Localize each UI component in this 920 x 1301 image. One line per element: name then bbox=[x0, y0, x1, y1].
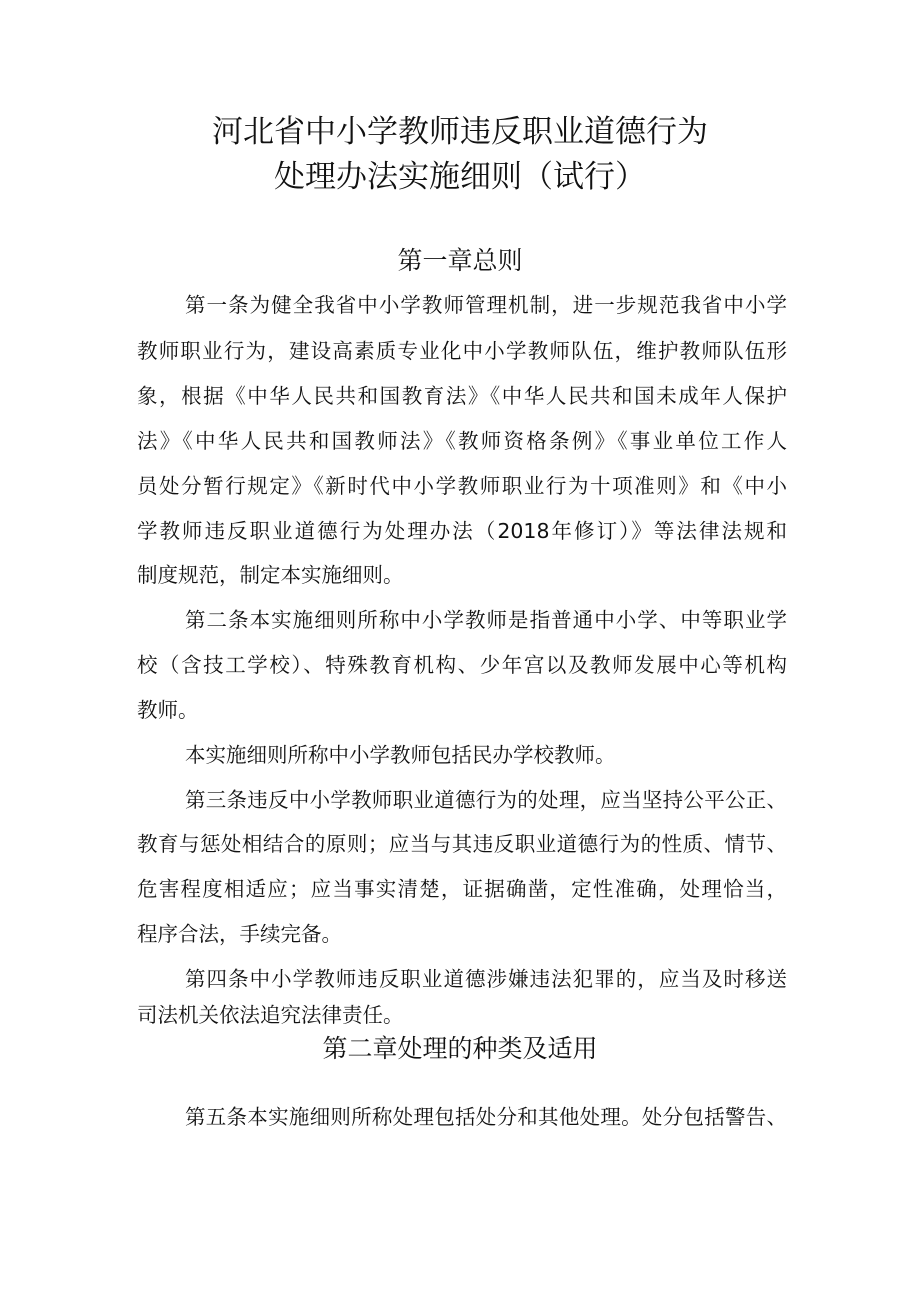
paragraph-line: 员处分暂行规定》《新时代中小学教师职业行为十项准则》和《中小 bbox=[137, 474, 787, 498]
paragraph-line: 程序合法，手续完备。 bbox=[137, 922, 342, 946]
paragraph-line: 法》《中华人民共和国教师法》《教师资格条例》《事业单位工作人 bbox=[137, 429, 787, 453]
paragraph-line: 教育与惩处相结合的原则；应当与其违反职业道德行为的性质、情节、 bbox=[137, 832, 787, 856]
chapter-heading-1: 第一章总则 bbox=[397, 246, 523, 275]
paragraph-line: 第四条中小学教师违反职业道德涉嫌违法犯罪的，应当及时移送 bbox=[185, 967, 787, 991]
paragraph-line: 第一条为健全我省中小学教师管理机制，进一步规范我省中小学 bbox=[185, 293, 787, 317]
paragraph-line: 司法机关依法追究法律责任。 bbox=[137, 1003, 404, 1027]
chapter-heading-2: 第二章处理的种类及适用 bbox=[322, 1034, 598, 1063]
paragraph-line: 象，根据《中华人民共和国教育法》《中华人民共和国未成年人保护 bbox=[137, 384, 787, 408]
paragraph-line: 教师。 bbox=[137, 698, 199, 722]
paragraph-line: 第五条本实施细则所称处理包括处分和其他处理。处分包括警告、 bbox=[185, 1105, 787, 1129]
document-title-line-1: 河北省中小学教师违反职业道德行为 bbox=[212, 114, 708, 150]
paragraph-line: 本实施细则所称中小学教师包括民办学校教师。 bbox=[185, 743, 616, 767]
paragraph-line: 第二条本实施细则所称中小学教师是指普通中小学、中等职业学 bbox=[185, 608, 787, 632]
paragraph-line: 学教师违反职业道德行为处理办法（2018年修订）》等法律法规和 bbox=[137, 519, 787, 543]
document-title-line-2: 处理办法实施细则（试行） bbox=[274, 159, 646, 195]
paragraph-line: 危害程度相适应；应当事实清楚，证据确凿，定性准确，处理恰当， bbox=[137, 877, 787, 901]
paragraph-line: 制度规范，制定本实施细则。 bbox=[137, 563, 404, 587]
paragraph-line: 教师职业行为，建设高素质专业化中小学教师队伍，维护教师队伍形 bbox=[137, 339, 787, 363]
paragraph-line: 校（含技工学校）、特殊教育机构、少年宫以及教师发展中心等机构 bbox=[137, 653, 787, 677]
paragraph-line: 第三条违反中小学教师职业道德行为的处理，应当坚持公平公正、 bbox=[185, 788, 787, 812]
